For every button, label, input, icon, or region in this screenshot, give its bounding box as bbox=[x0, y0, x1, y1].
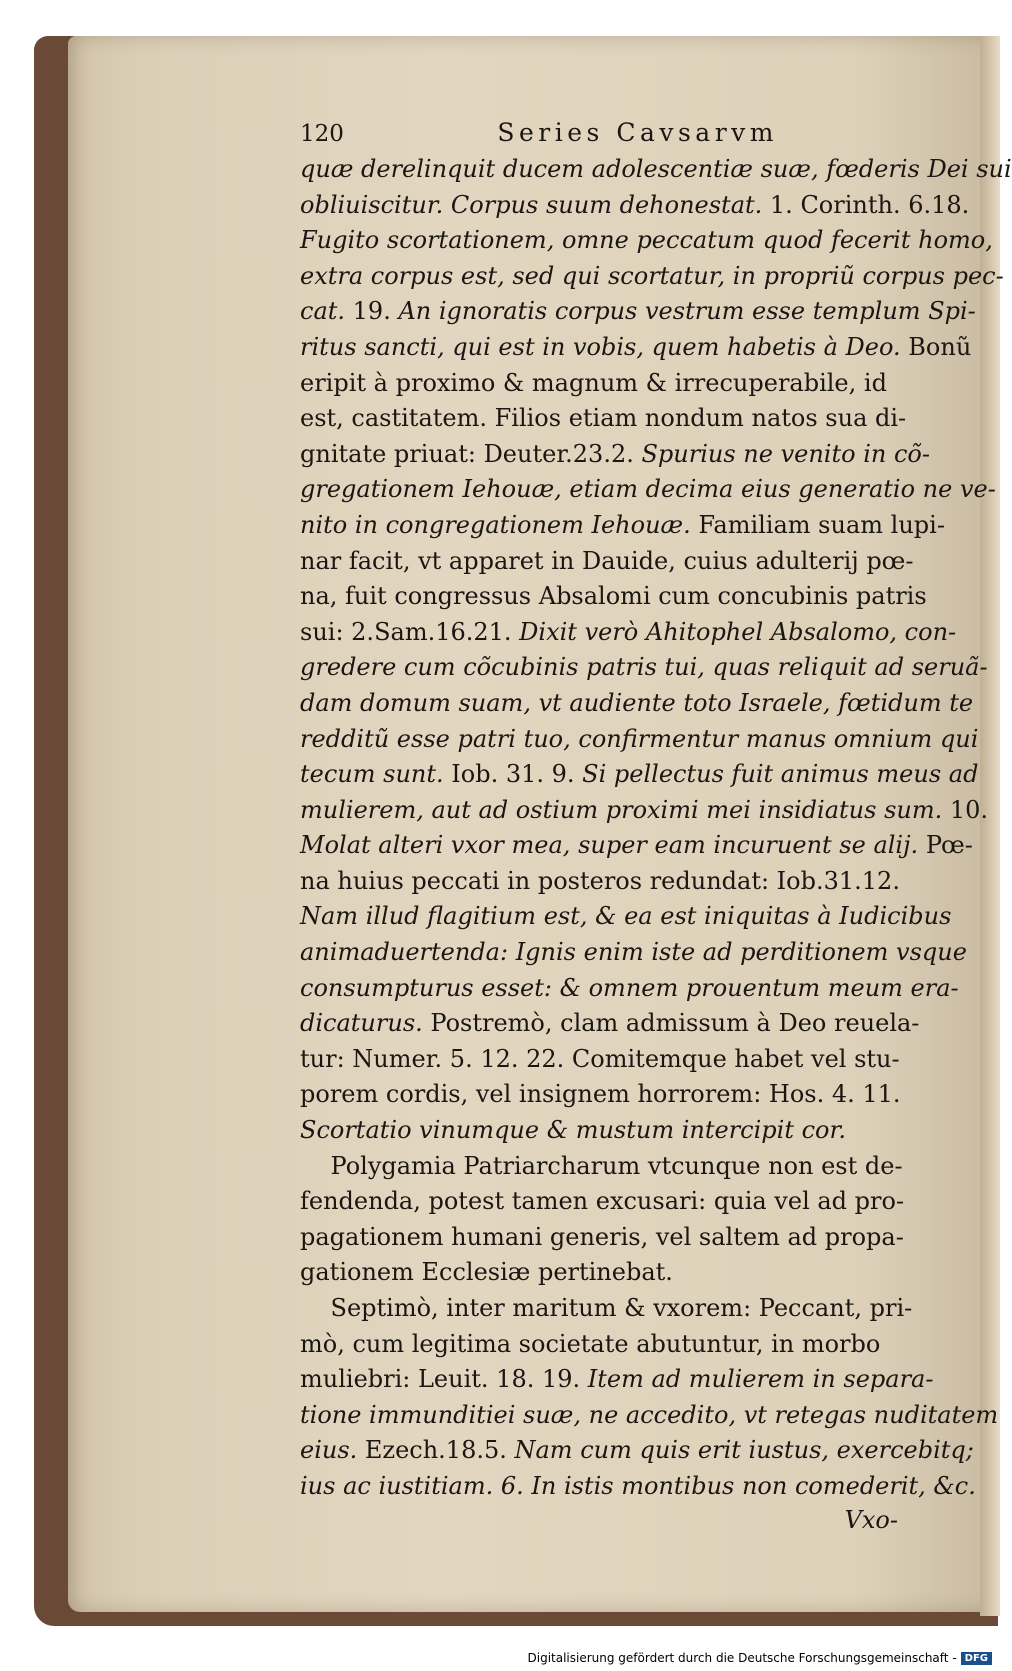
text-line bbox=[300, 1469, 976, 1505]
text-line bbox=[300, 544, 914, 580]
text-line bbox=[300, 508, 945, 544]
text-line bbox=[300, 330, 972, 366]
italic-segment: nito in congregationem Iehouæ. bbox=[300, 510, 691, 539]
roman-segment: fendenda, potest tamen excusari: quia vel ad pro- bbox=[300, 1187, 905, 1216]
dfg-logo: DFG bbox=[961, 1652, 992, 1665]
roman-segment: Septimò, inter maritum & vxorem: Peccant, pri- bbox=[300, 1294, 913, 1322]
running-title: Series Cavsarvm bbox=[497, 118, 778, 147]
roman-segment: nar facit, vt apparet in Dauide, cuius adulterij pœ- bbox=[300, 546, 914, 575]
text-line bbox=[300, 437, 930, 473]
footer-credit: Digitalisierung gefördert durch die Deutsche Forschungsgemeinschaft - bbox=[527, 1651, 957, 1665]
italic-segment: consumpturus esset: & omnem prouentum meum era- bbox=[300, 973, 959, 1002]
text-line bbox=[300, 1327, 898, 1363]
italic-segment: dam domum suam, vt audiente toto Israele, fœtidum te bbox=[300, 688, 974, 717]
roman-segment: Pœ- bbox=[918, 831, 973, 860]
italic-segment: Nam illud flagitium est, & ea est iniquitas à Iudicibus bbox=[300, 902, 952, 931]
text-line bbox=[300, 579, 927, 615]
roman-segment: 19. bbox=[352, 297, 399, 326]
catchword: Vxo- bbox=[844, 1505, 898, 1534]
italic-segment: Nam cum quis erit iustus, exercebitq; bbox=[514, 1436, 974, 1465]
roman-segment: na huius peccati in posteros redundat: Iob.31.12. bbox=[300, 866, 900, 895]
text-line bbox=[300, 1255, 898, 1291]
italic-segment: gredere cum cõcubinis patris tui, quas reliquit ad seruã- bbox=[300, 653, 988, 682]
text-line bbox=[300, 935, 967, 971]
text-line bbox=[300, 615, 957, 651]
text-line bbox=[300, 294, 976, 330]
text-line bbox=[300, 1433, 974, 1469]
running-header bbox=[300, 118, 898, 152]
roman-segment: muliebri: Leuit. 18. 19. bbox=[300, 1365, 588, 1394]
text-line bbox=[300, 152, 1012, 188]
roman-segment: est, castitatem. Filios etiam nondum natos sua di- bbox=[300, 404, 907, 433]
roman-segment: gnitate priuat: Deuter.23.2. bbox=[300, 439, 642, 468]
italic-segment: obliuiscitur. Corpus suum dehonestat. bbox=[300, 190, 763, 219]
text-line bbox=[300, 259, 1004, 295]
text-line bbox=[300, 1042, 898, 1078]
roman-segment: porem cordis, vel insignem horrorem: Hos. 4. 11. bbox=[300, 1080, 901, 1109]
italic-segment: Scortatio vinumque & mustum intercipit cor. bbox=[300, 1116, 846, 1145]
roman-segment: tur: Numer. 5. 12. 22. Comitemque habet vel stu- bbox=[300, 1044, 900, 1073]
text-block bbox=[300, 118, 1012, 1535]
body-text bbox=[300, 152, 1012, 1505]
text-line bbox=[300, 366, 898, 402]
roman-segment: eripit à proximo & magnum & irrecuperabile, id bbox=[300, 368, 887, 397]
italic-segment: tione immunditiei suæ, ne accedito, vt retegas nuditatem bbox=[300, 1400, 999, 1429]
roman-segment: gationem Ecclesiæ pertinebat. bbox=[300, 1258, 673, 1287]
italic-segment: quæ derelinquit ducem adolescentiæ suæ, fœderis Dei sui bbox=[300, 155, 1012, 183]
italic-segment: An ignoratis corpus vestrum esse templum Spi- bbox=[398, 297, 976, 326]
roman-segment: pagationem humani generis, vel saltem ad propa- bbox=[300, 1222, 904, 1251]
roman-segment: Iob. 31. 9. bbox=[443, 760, 583, 789]
text-line bbox=[300, 686, 974, 722]
text-line bbox=[300, 1149, 903, 1185]
text-line bbox=[300, 971, 959, 1007]
roman-segment: Bonũ bbox=[900, 332, 972, 361]
italic-segment: Molat alteri vxor mea, super eam incuruent se alij. bbox=[300, 831, 919, 860]
italic-segment: dicaturus. bbox=[300, 1009, 423, 1038]
text-line bbox=[300, 188, 970, 224]
roman-segment: sui: 2.Sam.16.21. bbox=[300, 617, 520, 646]
italic-segment: extra corpus est, sed qui scortatur, in propriũ corpus pec- bbox=[300, 261, 1004, 290]
roman-segment: mò, cum legitima societate abutuntur, in morbo bbox=[300, 1329, 881, 1358]
italic-segment: gregationem Iehouæ, etiam decima eius generatio ne ve- bbox=[300, 475, 996, 504]
text-line bbox=[300, 1220, 904, 1256]
text-line bbox=[300, 828, 973, 864]
text-line bbox=[300, 650, 988, 686]
italic-segment: Si pellectus fuit animus meus ad bbox=[582, 760, 979, 789]
roman-segment: Ezech.18.5. bbox=[357, 1436, 515, 1465]
italic-segment: Spurius ne venito in cõ- bbox=[641, 439, 930, 468]
text-line bbox=[300, 722, 979, 758]
italic-segment: redditũ esse patri tuo, confirmentur manus omnium qui bbox=[300, 724, 979, 753]
text-line bbox=[300, 1362, 934, 1398]
text-line bbox=[300, 757, 979, 793]
text-line bbox=[300, 401, 907, 437]
text-line bbox=[300, 793, 989, 829]
text-line bbox=[300, 1184, 905, 1220]
roman-segment: Polygamia Patriarcharum vtcunque non est de- bbox=[300, 1151, 903, 1180]
roman-segment: Familiam suam lupi- bbox=[690, 510, 945, 539]
italic-segment: cat. bbox=[300, 297, 353, 326]
italic-segment: mulierem, aut ad ostium proximi mei insidiatus sum. bbox=[300, 795, 943, 824]
italic-segment: Dixit verò Ahitophel Absalomo, con- bbox=[519, 617, 957, 646]
page-number: 120 bbox=[300, 121, 344, 147]
digitization-footer bbox=[528, 1651, 993, 1665]
text-line bbox=[300, 223, 993, 259]
italic-segment: eius. bbox=[300, 1436, 358, 1465]
italic-segment: ius ac iustitiam. 6. In istis montibus non comederit, &c. bbox=[300, 1471, 976, 1500]
italic-segment: tecum sunt. bbox=[300, 760, 444, 789]
italic-segment: Item ad mulierem in separa- bbox=[587, 1365, 934, 1394]
text-line bbox=[300, 1291, 913, 1327]
italic-segment: animaduertenda: Ignis enim iste ad perditionem vsque bbox=[300, 938, 967, 967]
text-line bbox=[300, 1006, 920, 1042]
text-line bbox=[300, 472, 996, 508]
roman-segment: 10. bbox=[942, 795, 989, 824]
text-line bbox=[300, 1398, 999, 1434]
text-line bbox=[300, 1077, 901, 1113]
italic-segment: Fugito scortationem, omne peccatum quod fecerit homo, bbox=[300, 226, 993, 255]
italic-segment: ritus sancti, qui est in vobis, quem habetis à Deo. bbox=[300, 332, 901, 361]
roman-segment: 1. Corinth. 6.18. bbox=[762, 190, 970, 219]
text-line bbox=[300, 899, 952, 935]
text-line bbox=[300, 864, 898, 900]
roman-segment: Postremò, clam admissum à Deo reuela- bbox=[422, 1009, 920, 1038]
text-line bbox=[300, 1113, 898, 1149]
roman-segment: na, fuit congressus Absalomi cum concubinis patris bbox=[300, 582, 927, 611]
